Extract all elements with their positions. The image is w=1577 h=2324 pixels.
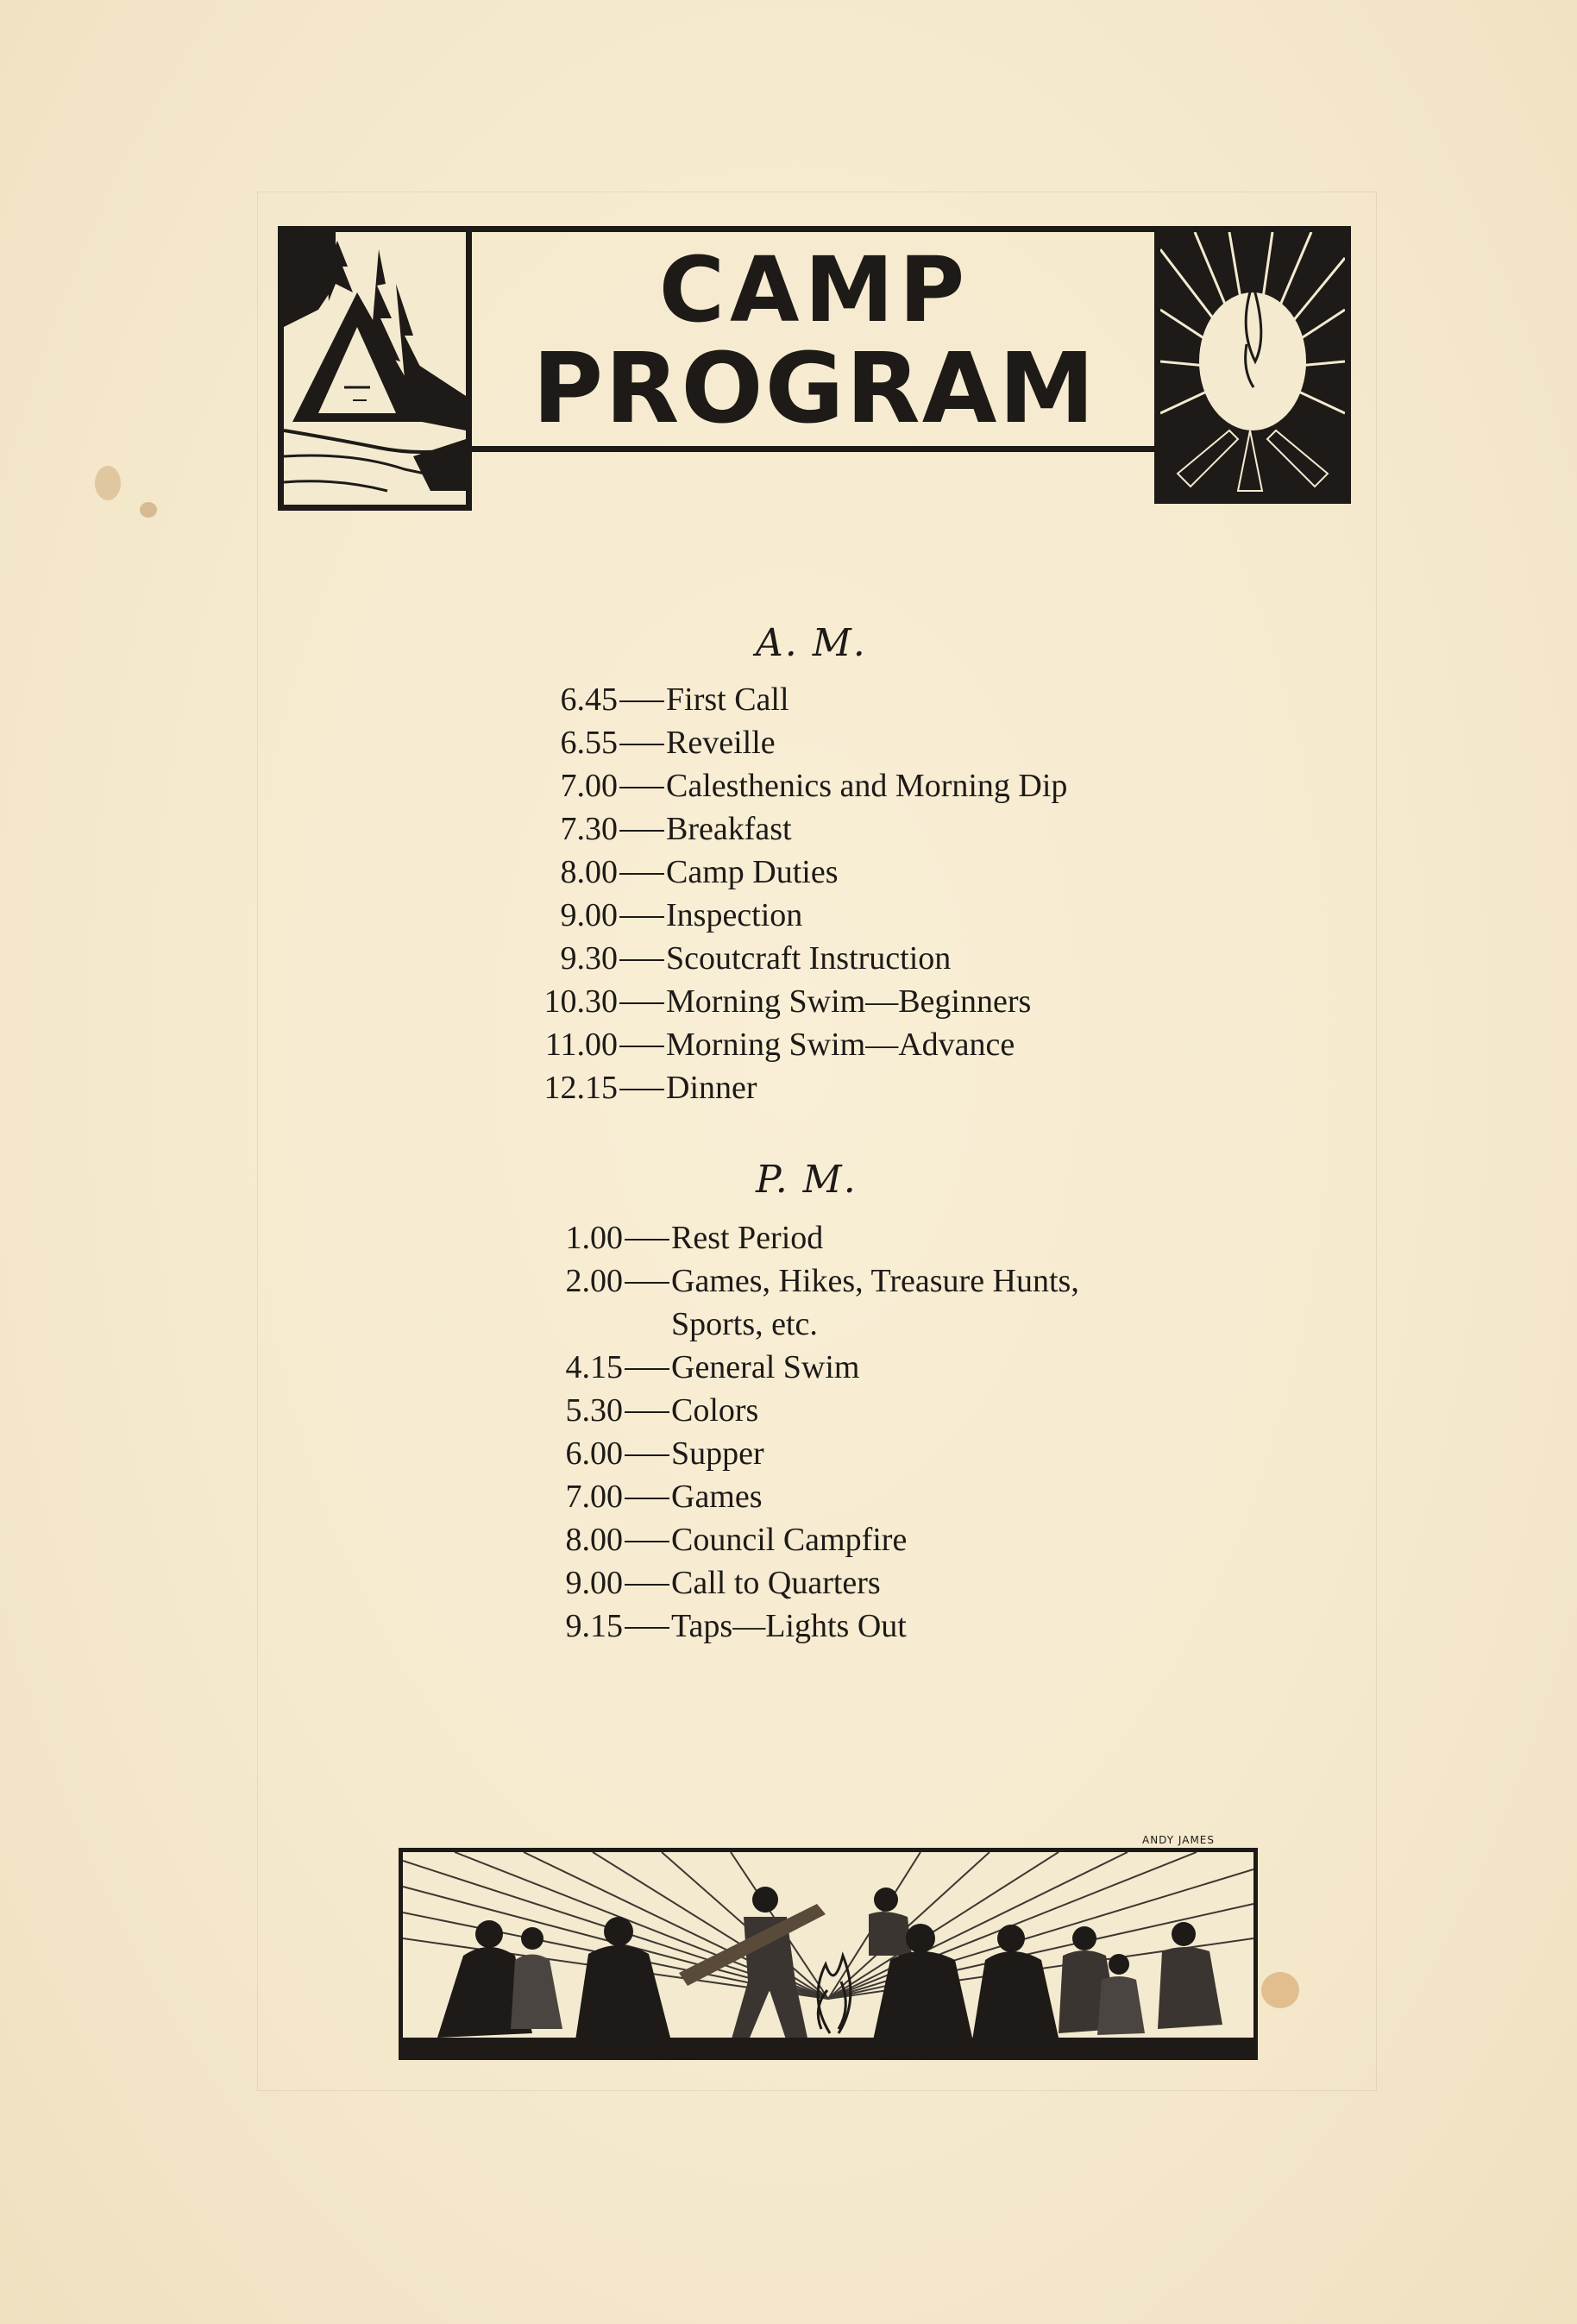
schedule-time: 8.00 — [560, 854, 618, 890]
time-dash — [625, 1454, 669, 1456]
scouts-campfire-illustration — [399, 1848, 1258, 2060]
time-dash — [625, 1239, 669, 1241]
schedule-row — [535, 894, 1067, 937]
schedule-time: 9.15 — [565, 1608, 623, 1644]
schedule-activity: Taps—Lights Out — [671, 1608, 907, 1644]
pm-schedule — [540, 1216, 1079, 1648]
time-dash — [625, 1282, 669, 1284]
paper-stain — [140, 502, 157, 518]
time-dash — [619, 830, 664, 832]
schedule-activity: Inspection — [666, 897, 803, 933]
schedule-activity: Reveille — [666, 725, 776, 761]
schedule-time: 10.30 — [543, 983, 618, 1020]
teepee-icon — [278, 226, 472, 511]
schedule-activity: Rest Period — [671, 1220, 824, 1256]
title-line-program: PROGRAM — [532, 333, 1096, 445]
schedule-activity: Games — [671, 1479, 763, 1515]
schedule-activity: Breakfast — [666, 811, 792, 847]
schedule-row — [535, 980, 1067, 1023]
schedule-time: 6.45 — [560, 681, 618, 718]
schedule-activity: Sports, etc. — [671, 1306, 818, 1342]
schedule-time — [540, 1303, 623, 1346]
schedule-row — [540, 1346, 1079, 1389]
schedule-row — [540, 1216, 1079, 1259]
schedule-row — [540, 1518, 1079, 1561]
schedule-time: 9.00 — [565, 1565, 623, 1601]
time-dash — [619, 1002, 664, 1004]
schedule-row — [540, 1259, 1079, 1303]
time-dash — [619, 1089, 664, 1090]
schedule-activity: Council Campfire — [671, 1522, 908, 1558]
schedule-activity: Supper — [671, 1435, 764, 1472]
schedule-activity: Morning Swim—Beginners — [666, 983, 1032, 1020]
schedule-activity: Morning Swim—Advance — [666, 1027, 1015, 1063]
am-heading: A. M. — [756, 621, 867, 665]
schedule-row — [540, 1432, 1079, 1475]
schedule-row — [540, 1561, 1079, 1605]
am-schedule — [535, 678, 1067, 1109]
time-dash — [625, 1498, 669, 1499]
banner-underline — [468, 446, 1161, 452]
schedule-time: 7.00 — [560, 768, 618, 804]
schedule-time: 2.00 — [565, 1263, 623, 1299]
schedule-time: 6.00 — [565, 1435, 623, 1472]
schedule-time: 4.15 — [565, 1349, 623, 1385]
schedule-row — [540, 1303, 1079, 1346]
time-dash — [619, 959, 664, 961]
schedule-time: 1.00 — [565, 1220, 623, 1256]
paper-stain — [95, 466, 121, 500]
title-line-camp: CAMP — [658, 237, 971, 342]
schedule-time: 7.00 — [565, 1479, 623, 1515]
campfire-icon — [1154, 226, 1351, 504]
schedule-row — [535, 721, 1067, 764]
schedule-row — [540, 1475, 1079, 1518]
time-dash — [619, 873, 664, 875]
schedule-row — [540, 1389, 1079, 1432]
schedule-row — [535, 1023, 1067, 1066]
time-dash — [625, 1584, 669, 1586]
schedule-row — [535, 678, 1067, 721]
schedule-row — [540, 1605, 1079, 1648]
time-dash — [619, 1046, 664, 1047]
schedule-activity: Dinner — [666, 1070, 757, 1106]
header-banner — [278, 226, 1351, 511]
schedule-time: 8.00 — [565, 1522, 623, 1558]
schedule-activity: Camp Duties — [666, 854, 839, 890]
time-dash — [619, 787, 664, 788]
time-dash — [619, 744, 664, 745]
time-dash — [625, 1627, 669, 1629]
schedule-time: 9.30 — [560, 940, 618, 977]
schedule-time: 5.30 — [565, 1392, 623, 1429]
schedule-activity: Games, Hikes, Treasure Hunts, — [671, 1263, 1079, 1299]
time-dash — [625, 1368, 669, 1370]
schedule-row — [535, 937, 1067, 980]
schedule-activity: Calesthenics and Morning Dip — [666, 768, 1068, 804]
schedule-time: 11.00 — [544, 1027, 618, 1063]
page-title — [485, 237, 1144, 445]
time-dash — [619, 700, 664, 702]
illustration-signature: ANDY JAMES — [1142, 1834, 1216, 1846]
schedule-time: 9.00 — [560, 897, 618, 933]
schedule-row — [535, 807, 1067, 851]
schedule-activity: Colors — [671, 1392, 759, 1429]
time-dash — [625, 1411, 669, 1413]
time-dash — [619, 916, 664, 918]
time-dash — [625, 1541, 669, 1542]
schedule-activity: First Call — [666, 681, 789, 718]
schedule-activity: Call to Quarters — [671, 1565, 881, 1601]
schedule-row — [535, 1066, 1067, 1109]
pm-heading: P. M. — [756, 1158, 858, 1202]
paper-stain — [1261, 1972, 1299, 2008]
schedule-row — [535, 851, 1067, 894]
schedule-time: 12.15 — [543, 1070, 618, 1106]
schedule-activity: General Swim — [671, 1349, 860, 1385]
schedule-time: 7.30 — [560, 811, 618, 847]
schedule-time: 6.55 — [560, 725, 618, 761]
schedule-activity: Scoutcraft Instruction — [666, 940, 952, 977]
schedule-row — [535, 764, 1067, 807]
